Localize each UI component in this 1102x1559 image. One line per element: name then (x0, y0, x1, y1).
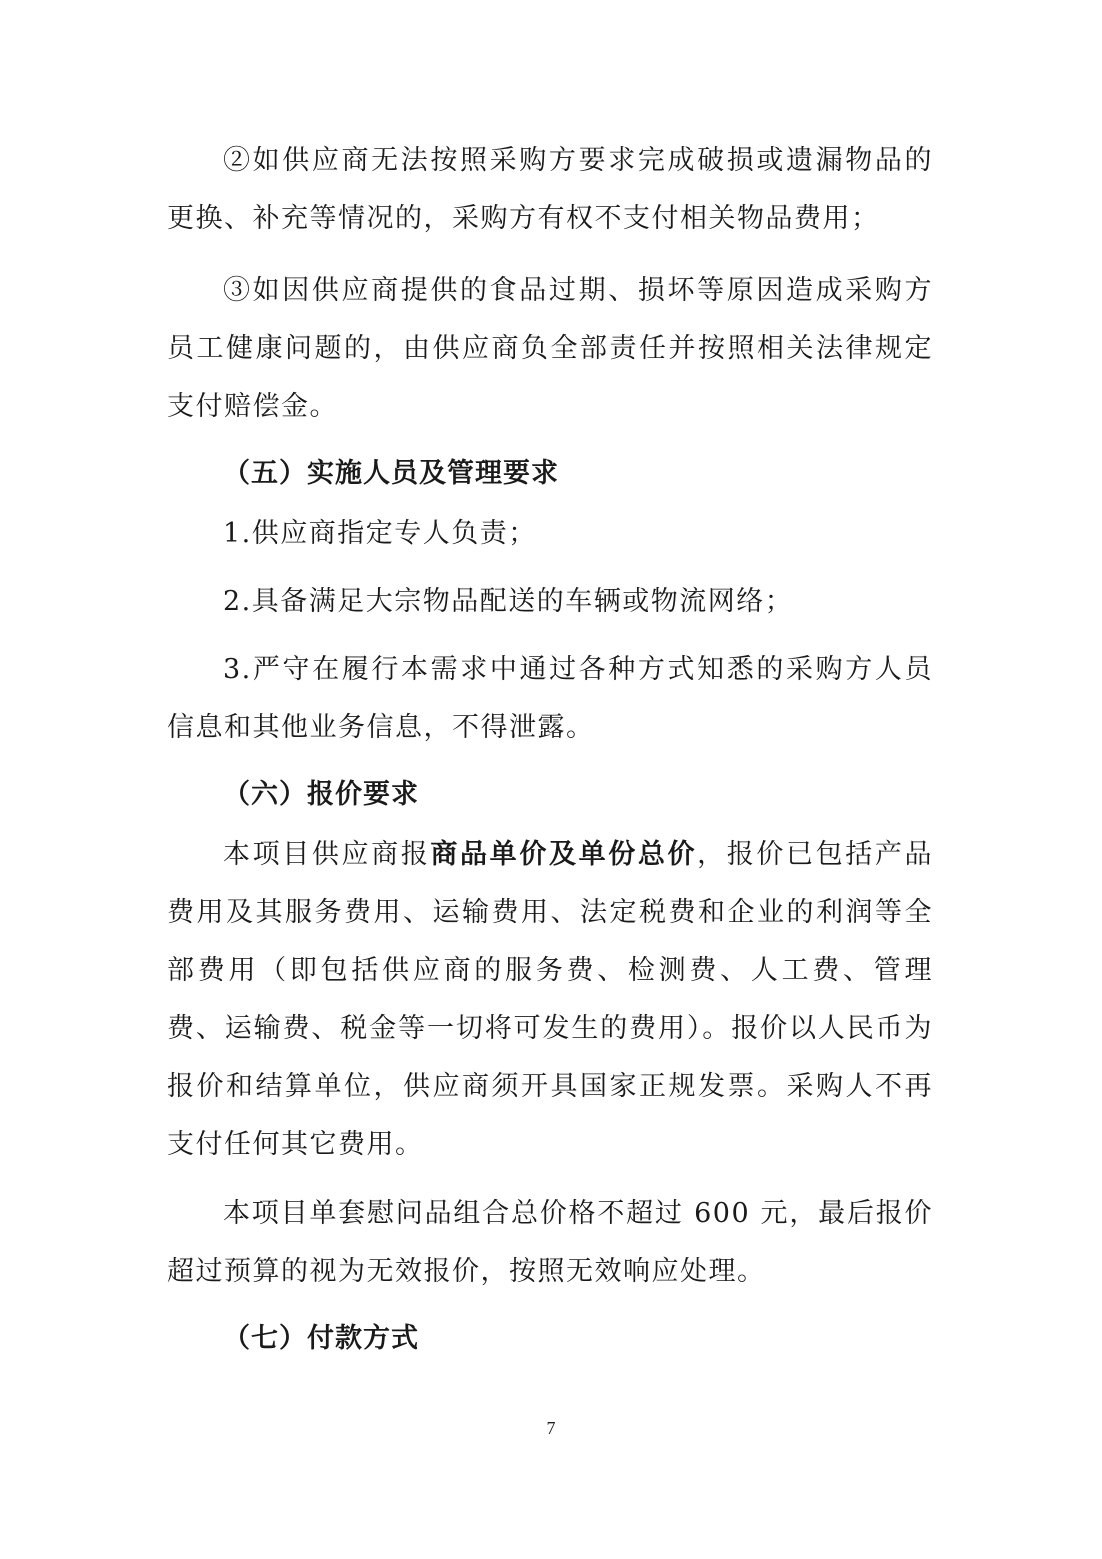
heading-quotation-requirements: （六）报价要求 (223, 779, 419, 810)
paragraph-replacement-clause: ②如供应商无法按照采购方要求完成破损或遗漏物品的更换、补充等情况的，采购方有权不支付相关物品费用； (167, 145, 933, 234)
paragraph-quotation-scope (167, 826, 933, 1174)
page-number: 7 (546, 1418, 556, 1438)
paragraph-health-liability-clause: ③如因供应商提供的食品过期、损坏等原因造成采购方员工健康问题的，由供应商负全部责任并按照相关法律规定支付赔偿金。 (167, 275, 933, 422)
quotation-text-lead: 本项目供应商报 (223, 839, 431, 870)
quotation-text-emphasis: 商品单价及单份总价 (430, 839, 698, 870)
heading-staff-management: （五）实施人员及管理要求 (223, 458, 559, 489)
quotation-text-rest: ，报价已包括产品费用及其服务费用、运输费用、法定税费和企业的利润等全部费用（即包括供应商的服务费、检测费、人工费、管理费、运输费、税金等一切将可发生的费用）。报价以人民币为报价和结算单位，供应商须开具国家正规发票。采购人不再支付任何其它费用。 (167, 839, 934, 1160)
paragraph-designated-person: 1.供应商指定专人负责； (223, 518, 537, 549)
paragraph-delivery-vehicles: 2.具备满足大宗物品配送的车辆或物流网络； (223, 586, 794, 617)
paragraph-confidentiality: 3.严守在履行本需求中通过各种方式知悉的采购方人员信息和其他业务信息，不得泄露。 (167, 654, 933, 743)
paragraph-budget-limit: 本项目单套慰问品组合总价格不超过 600 元，最后报价超过预算的视为无效报价，按照无效响应处理。 (167, 1198, 933, 1287)
heading-payment-method: （七）付款方式 (223, 1323, 419, 1354)
